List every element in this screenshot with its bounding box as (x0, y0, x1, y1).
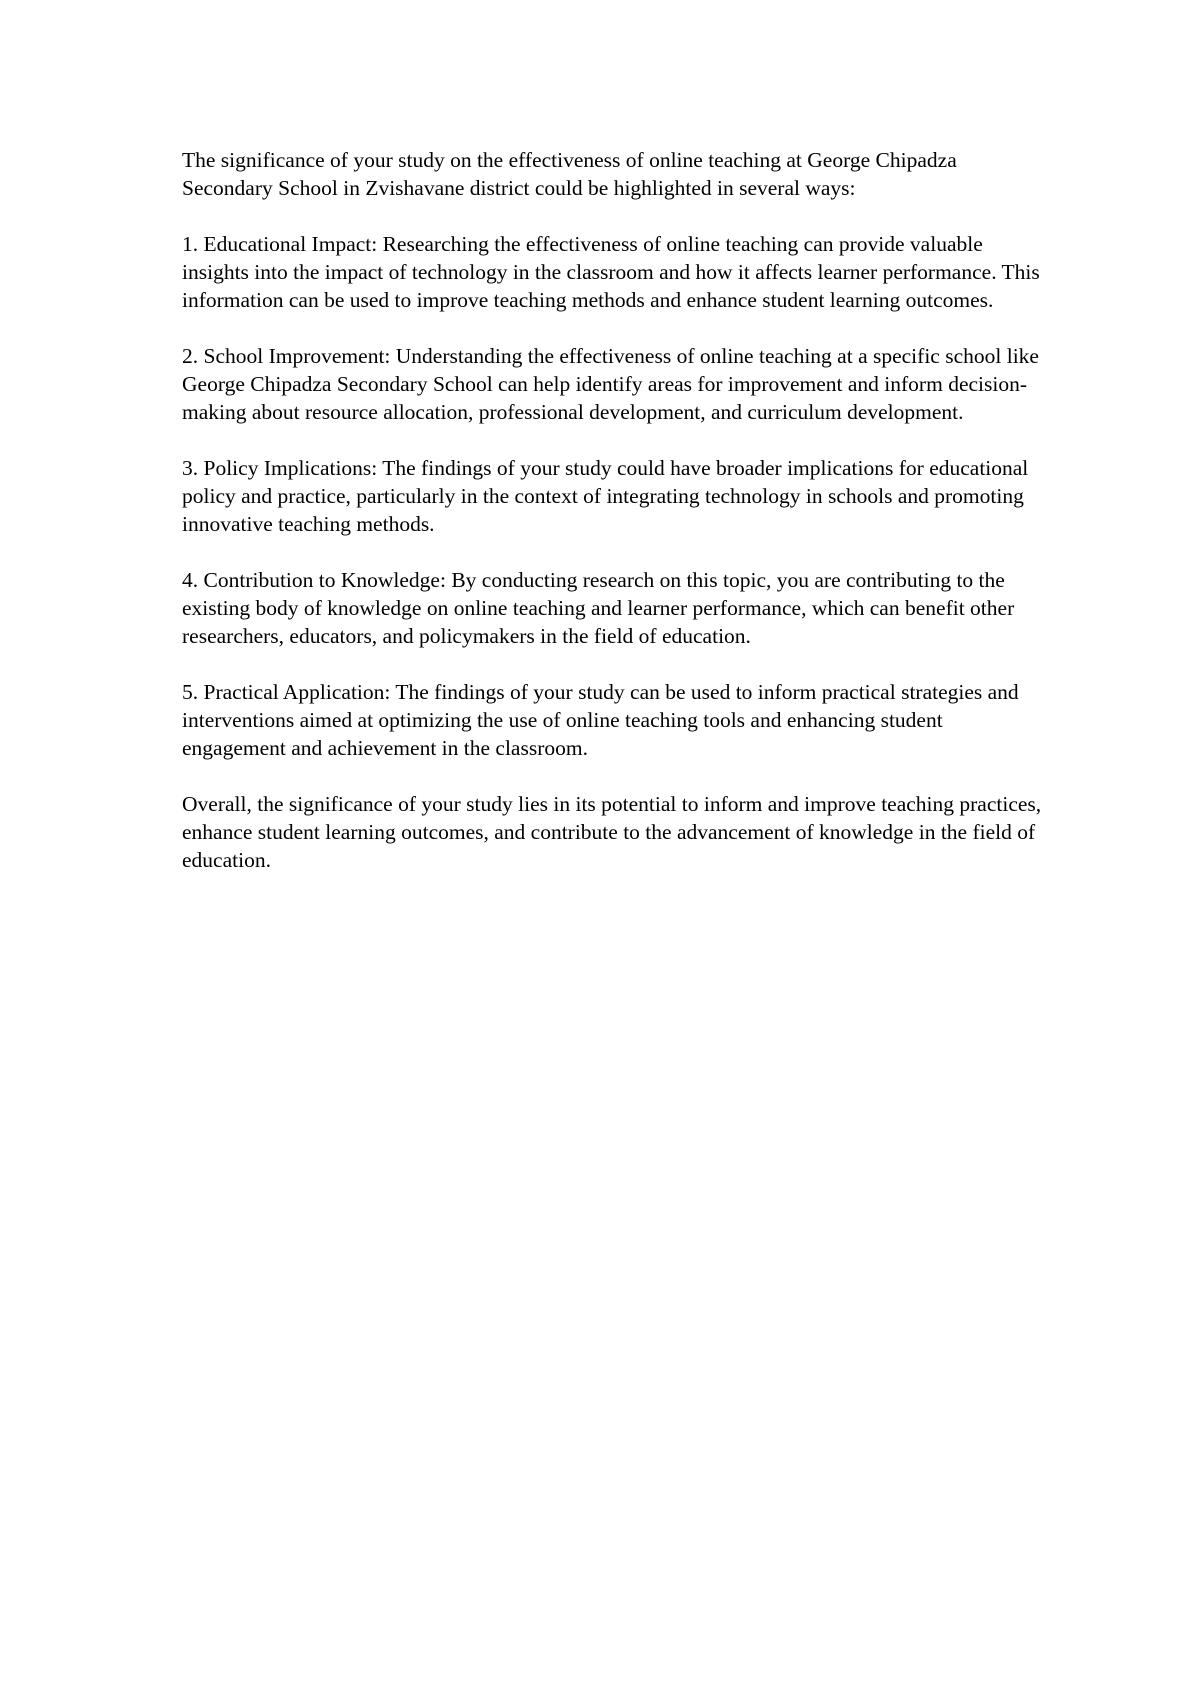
intro-paragraph: The significance of your study on the effectiveness of online teaching at George Chipadza Secondary School in Zvishavane district could be highlighted in several ways: (182, 148, 957, 200)
point-school-improvement: 2. School Improvement: Understanding the effectiveness of online teaching at a specific school like George Chipadza Secondary School can help identify areas for improvement and inform decision-making about resource allocation, professional development, and curriculum development. (182, 344, 1039, 424)
point-contribution-to-knowledge: 4. Contribution to Knowledge: By conducting research on this topic, you are contributing to the existing body of knowledge on online teaching and learner performance, which can benefit other researchers, educators, and policymakers in the field of education. (182, 568, 1015, 648)
point-educational-impact: 1. Educational Impact: Researching the effectiveness of online teaching can provide valuable insights into the impact of technology in the classroom and how it affects learner performance. This information can be used to improve teaching methods and enhance student learning outcomes. (182, 232, 1040, 312)
point-policy-implications: 3. Policy Implications: The findings of your study could have broader implications for educational policy and practice, particularly in the context of integrating technology in schools and promoting innovative teaching methods. (182, 456, 1029, 536)
conclusion-paragraph: Overall, the significance of your study lies in its potential to inform and improve teaching practices, enhance student learning outcomes, and contribute to the advancement of knowledge in the field of education. (182, 792, 1042, 872)
point-practical-application: 5. Practical Application: The findings of your study can be used to inform practical strategies and interventions aimed at optimizing the use of online teaching tools and enhancing student engagement and achievement in the classroom. (182, 680, 1019, 760)
document-body (182, 146, 1042, 902)
